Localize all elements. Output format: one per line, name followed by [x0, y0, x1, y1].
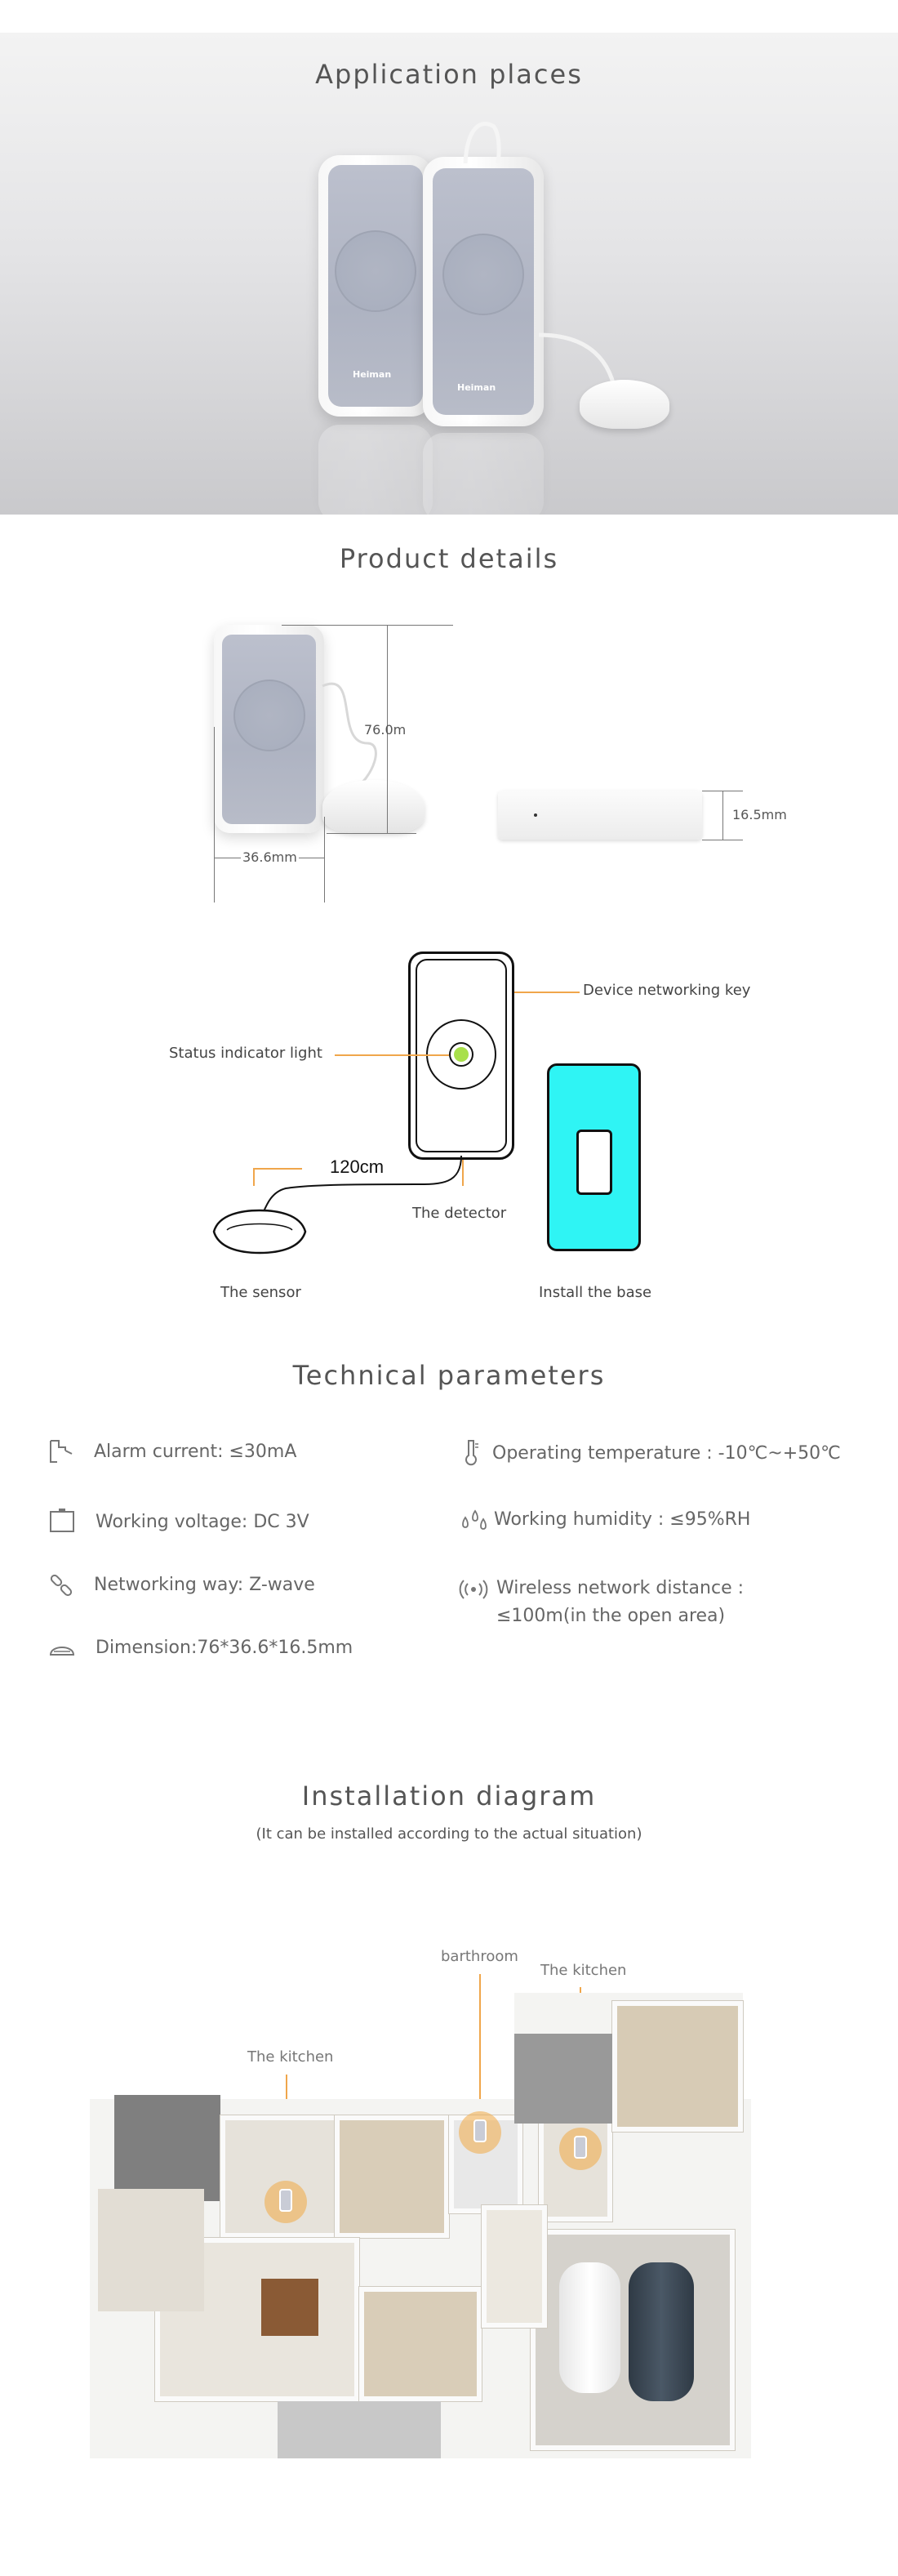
param-wireless-distance: Wireless network distance : [496, 1578, 745, 1598]
water-sensor-puck [580, 380, 669, 429]
dimension-icon [47, 1633, 77, 1663]
label-bathroom: barthroom [441, 1948, 518, 1965]
install-base [547, 1063, 641, 1251]
reflection-left [318, 425, 433, 515]
param-networking-way: Networking way: Z-wave [94, 1575, 315, 1595]
car-white [559, 2262, 620, 2393]
sensor-pin-bathroom [459, 2111, 501, 2154]
param-working-voltage: Working voltage: DC 3V [96, 1512, 309, 1532]
detail-sensor-puck [322, 780, 425, 833]
detail-device-front [214, 625, 324, 833]
height-dimension: 76.0m [364, 722, 407, 738]
installation-subtitle: (It can be installed according to the actual situation) [256, 1825, 642, 1843]
param-working-humidity: Working humidity : ≤95%RH [494, 1509, 751, 1530]
bedroom-1 [335, 2115, 449, 2238]
car-dark [629, 2262, 694, 2401]
detector-device-right [423, 157, 544, 426]
param-operating-temperature: Operating temperature : -10℃~+50℃ [492, 1443, 841, 1464]
battery-icon [47, 1507, 77, 1536]
reflection-right [423, 433, 544, 515]
brand-label-left: Heiman [353, 369, 392, 380]
hero-banner [0, 33, 898, 515]
base-label: Install the base [539, 1284, 652, 1301]
humidity-icon [459, 1504, 488, 1534]
application-title: Application places [315, 59, 583, 90]
thermometer-icon [457, 1437, 487, 1467]
hanger-loop [457, 118, 506, 167]
detector-device-left [318, 155, 433, 417]
label-kitchen-right: The kitchen [540, 1962, 627, 1979]
cable-length-label: 120cm [330, 1157, 385, 1177]
sensor-outline [211, 1207, 309, 1256]
hallway [482, 2205, 547, 2328]
detector-label: The detector [412, 1205, 507, 1222]
status-indicator-light [454, 1047, 469, 1062]
technical-title: Technical parameters [292, 1360, 606, 1391]
installation-title: Installation diagram [301, 1780, 597, 1812]
bedroom-top-right [612, 2001, 743, 2132]
wireless-icon [459, 1575, 488, 1604]
patio [114, 2095, 220, 2201]
label-kitchen-left: The kitchen [247, 2048, 334, 2066]
details-title: Product details [339, 543, 559, 574]
link-icon [47, 1571, 77, 1600]
bedroom-2 [359, 2287, 482, 2401]
brand-label-right: Heiman [457, 382, 496, 393]
param-dimension: Dimension:76*36.6*16.5mm [96, 1638, 353, 1658]
sensor-pin-kitchen-right [559, 2128, 602, 2170]
status-light-label: Status indicator light [169, 1045, 322, 1062]
networking-key-label: Device networking key [583, 982, 751, 999]
detail-device-side [498, 791, 702, 840]
sensor-label: The sensor [220, 1284, 301, 1301]
param-alarm-current: Alarm current: ≤30mA [94, 1442, 297, 1462]
current-icon [47, 1437, 77, 1467]
width-dimension: 36.6mm [242, 849, 297, 865]
floor-plan [90, 1993, 751, 2458]
sensor-pin-kitchen-left [265, 2181, 307, 2223]
depth-dimension: 16.5mm [732, 807, 787, 822]
param-wireless-distance-value: ≤100m(in the open area) [496, 1606, 726, 1626]
